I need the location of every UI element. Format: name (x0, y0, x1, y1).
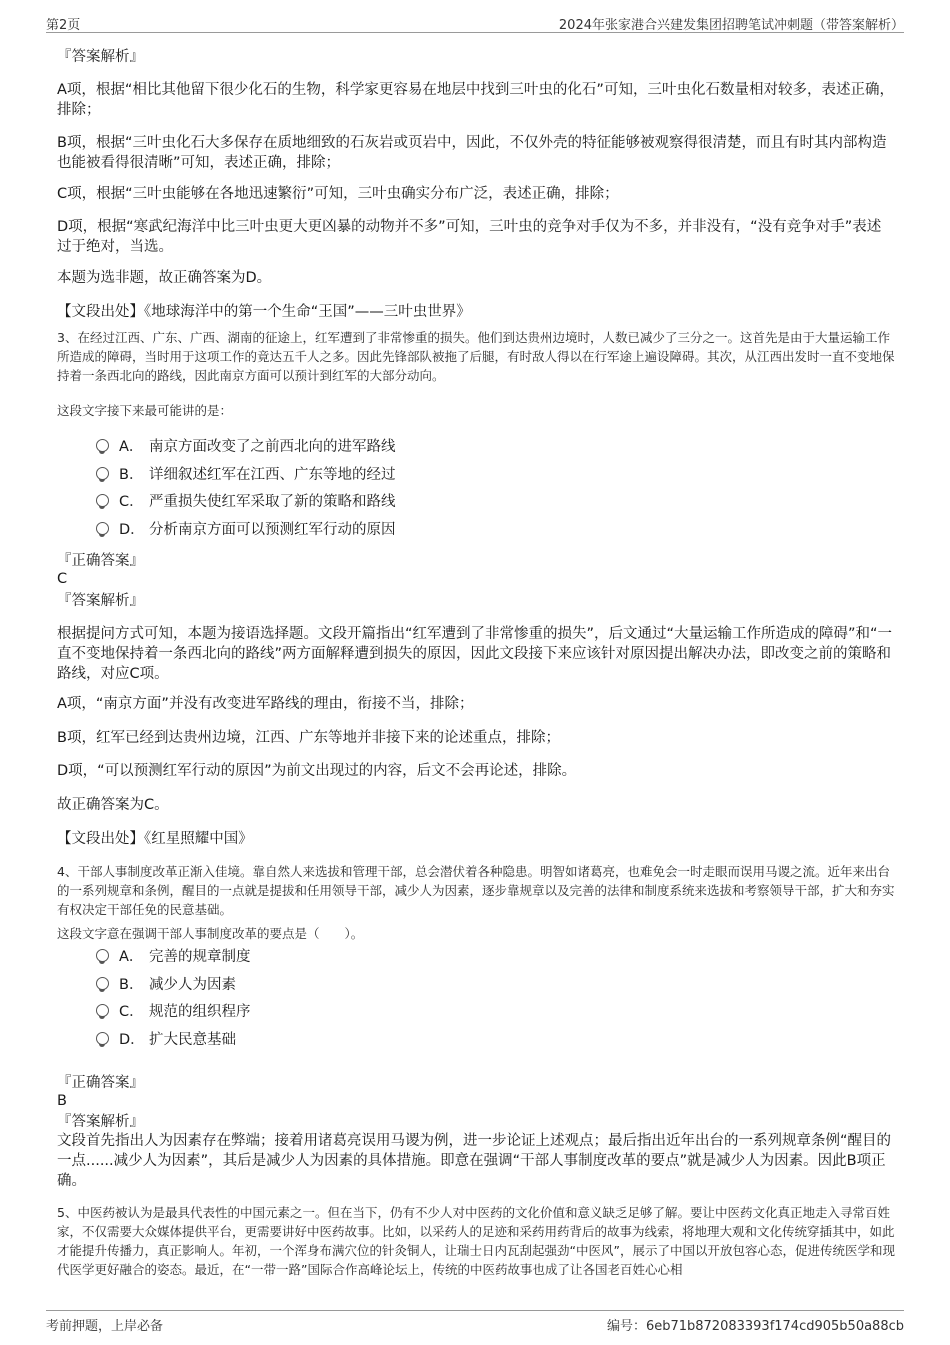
q3-analysis-a: A项，“南京方面”并没有改变进军路线的理由，衔接不当，排除； (57, 696, 474, 712)
q4-analysis-label: 『答案解析』 (57, 1114, 144, 1130)
footer-slogan: 考前押题，上岸必备 (46, 1319, 164, 1334)
q4-answer-label: 『正确答案』 (57, 1075, 144, 1091)
q3-option-b[interactable]: B． 详细叙述红军在江西、广东等地的经过 (96, 465, 396, 485)
q2-conclusion: 本题为选非题，故正确答案为D。 (57, 270, 272, 286)
radio-icon[interactable] (96, 522, 109, 535)
radio-icon[interactable] (96, 1004, 109, 1017)
q4-option-a[interactable]: A． 完善的规章制度 (96, 947, 251, 967)
q3-analysis: 根据提问方式可知，本题为接语选择题。文段开篇指出“红军遭到了非常惨重的损失”，后文通过“大量运输工作所造成的障碍”和“一直不变地保持着一条西北向的路线”两方面解释遭到损失的原因，因此文段接下来应该针对原因提出解决办法，即改变之前的策略和路线，对应C项。 (57, 626, 893, 682)
radio-icon[interactable] (96, 467, 109, 480)
q3-option-c[interactable]: C． 严重损失使红军采取了新的策略和路线 (96, 492, 396, 512)
q3-analysis-b: B项，红军已经到达贵州边境，江西、广东等地并非接下来的论述重点，排除； (57, 730, 560, 746)
q3-analysis-label: 『答案解析』 (57, 593, 144, 609)
q3-source: 【文段出处】《红星照耀中国》 (57, 831, 253, 847)
q3-conclusion: 故正确答案为C。 (57, 797, 169, 813)
q2-analysis-c: C项，根据“三叶虫能够在各地迅速繁衍”可知，三叶虫确实分布广泛，表述正确，排除； (57, 186, 619, 202)
q3-answer: C (57, 571, 68, 587)
q3-option-a[interactable]: A． 南京方面改变了之前西北向的进军路线 (96, 437, 396, 457)
q4-question: 这段文字意在强调干部人事制度改革的要点是（ ）。 (57, 926, 364, 941)
q2-analysis-label: 『答案解析』 (57, 49, 144, 65)
q5-stem: 5、中医药被认为是最具代表性的中国元素之一。但在当下，仍有不少人对中医药的文化价值和意义缺乏足够了解。要让中医药文化真正地走入寻常百姓家，不仅需要大众媒体提供平台，更需要讲好中医药故事。比如，以采药人的足迹和采药用药背后的故事为线索，将地理大观和文化传统穿插其中，如此才能提升传播力，真正影响人。年初，一个浑身布满穴位的针灸铜人，让瑞士日内瓦刮起强劲“中医风”，展示了中国以开放包容心态，促进传统医学和现代医学更好融合的姿态。最近，在“一带一路”国际合作高峰论坛上，传统的中医药故事也成了让各国老百姓心心相 (57, 1205, 895, 1277)
radio-icon[interactable] (96, 439, 109, 452)
q4-stem: 4、干部人事制度改革正渐入佳境。靠自然人来选拔和管理干部，总会潜伏着各种隐患。明智如诸葛亮，也难免会一时走眼而误用马谡之流。近年来出台的一系列规章和条例，醒目的一点就是提拔和任用领导干部，减少人为因素，逐步靠规章以及完善的法律和制度系统来选拔和考察领导干部，扩大和夯实有权决定干部任免的民意基础。 (57, 864, 895, 917)
q4-option-d[interactable]: D． 扩大民意基础 (96, 1030, 236, 1050)
radio-icon[interactable] (96, 494, 109, 507)
q4-option-b[interactable]: B． 减少人为因素 (96, 975, 236, 995)
radio-icon[interactable] (96, 1032, 109, 1045)
q3-answer-label: 『正确答案』 (57, 553, 144, 569)
document-code: 编号：6eb71b872083393f174cd905b50a88cb (606, 1319, 904, 1334)
q2-analysis-a: A项，根据“相比其他留下很少化石的生物，科学家更容易在地层中找到三叶虫的化石”可知，三叶虫化石数量相对较多，表述正确，排除； (57, 82, 894, 118)
q2-analysis-d: D项，根据“寒武纪海洋中比三叶虫更大更凶暴的动物并不多”可知，三叶虫的竞争对手仅为不多，并非没有，“没有竞争对手”表述过于绝对，当选。 (57, 219, 882, 255)
page-number: 第2页 (46, 18, 81, 33)
document-title: 2024年张家港合兴建发集团招聘笔试冲刺题（带答案解析） (558, 18, 904, 33)
q4-answer: B (57, 1093, 67, 1109)
q3-stem: 3、在经过江西、广东、广西、湖南的征途上，红军遭到了非常惨重的损失。他们到达贵州边境时，人数已减少了三分之一。这首先是由于大量运输工作所造成的障碍，当时用于这项工作的竟达五千人之多。因此先锋部队被拖了后腿，有时敌人得以在行军途上遍设障碍。其次，从江西出发时一直不变地保持着一条西北向的路线，因此南京方面可以预计到红军的大部分动向。 (57, 330, 895, 383)
radio-icon[interactable] (96, 977, 109, 990)
page-header (46, 10, 904, 33)
q3-option-d[interactable]: D． 分析南京方面可以预测红军行动的原因 (96, 520, 396, 540)
q2-analysis-b: B项，根据“三叶虫化石大多保存在质地细致的石灰岩或页岩中，因此，不仅外壳的特征能够被观察得很清楚，而且有时其内部构造也能被看得很清晰”可知，表述正确，排除； (57, 135, 887, 171)
q3-analysis-d: D项，“可以预测红军行动的原因”为前文出现过的内容，后文不会再论述，排除。 (57, 763, 577, 779)
q3-question: 这段文字接下来最可能讲的是： (57, 403, 233, 418)
q4-analysis: 文段首先指出人为因素存在弊端；接着用诸葛亮误用马谡为例，进一步论证上述观点；最后指出近年出台的一系列规章条例“醒目的一点......减少人为因素”，其后是减少人为因素的具体措施。即意在强调“干部人事制度改革的要点”就是减少人为因素。因此B项正确。 (57, 1133, 892, 1189)
q2-source: 【文段出处】《地球海洋中的第一个生命“王国”——三叶虫世界》 (57, 304, 471, 320)
q4-option-c[interactable]: C． 规范的组织程序 (96, 1002, 251, 1022)
radio-icon[interactable] (96, 949, 109, 962)
page-footer (46, 1310, 904, 1335)
